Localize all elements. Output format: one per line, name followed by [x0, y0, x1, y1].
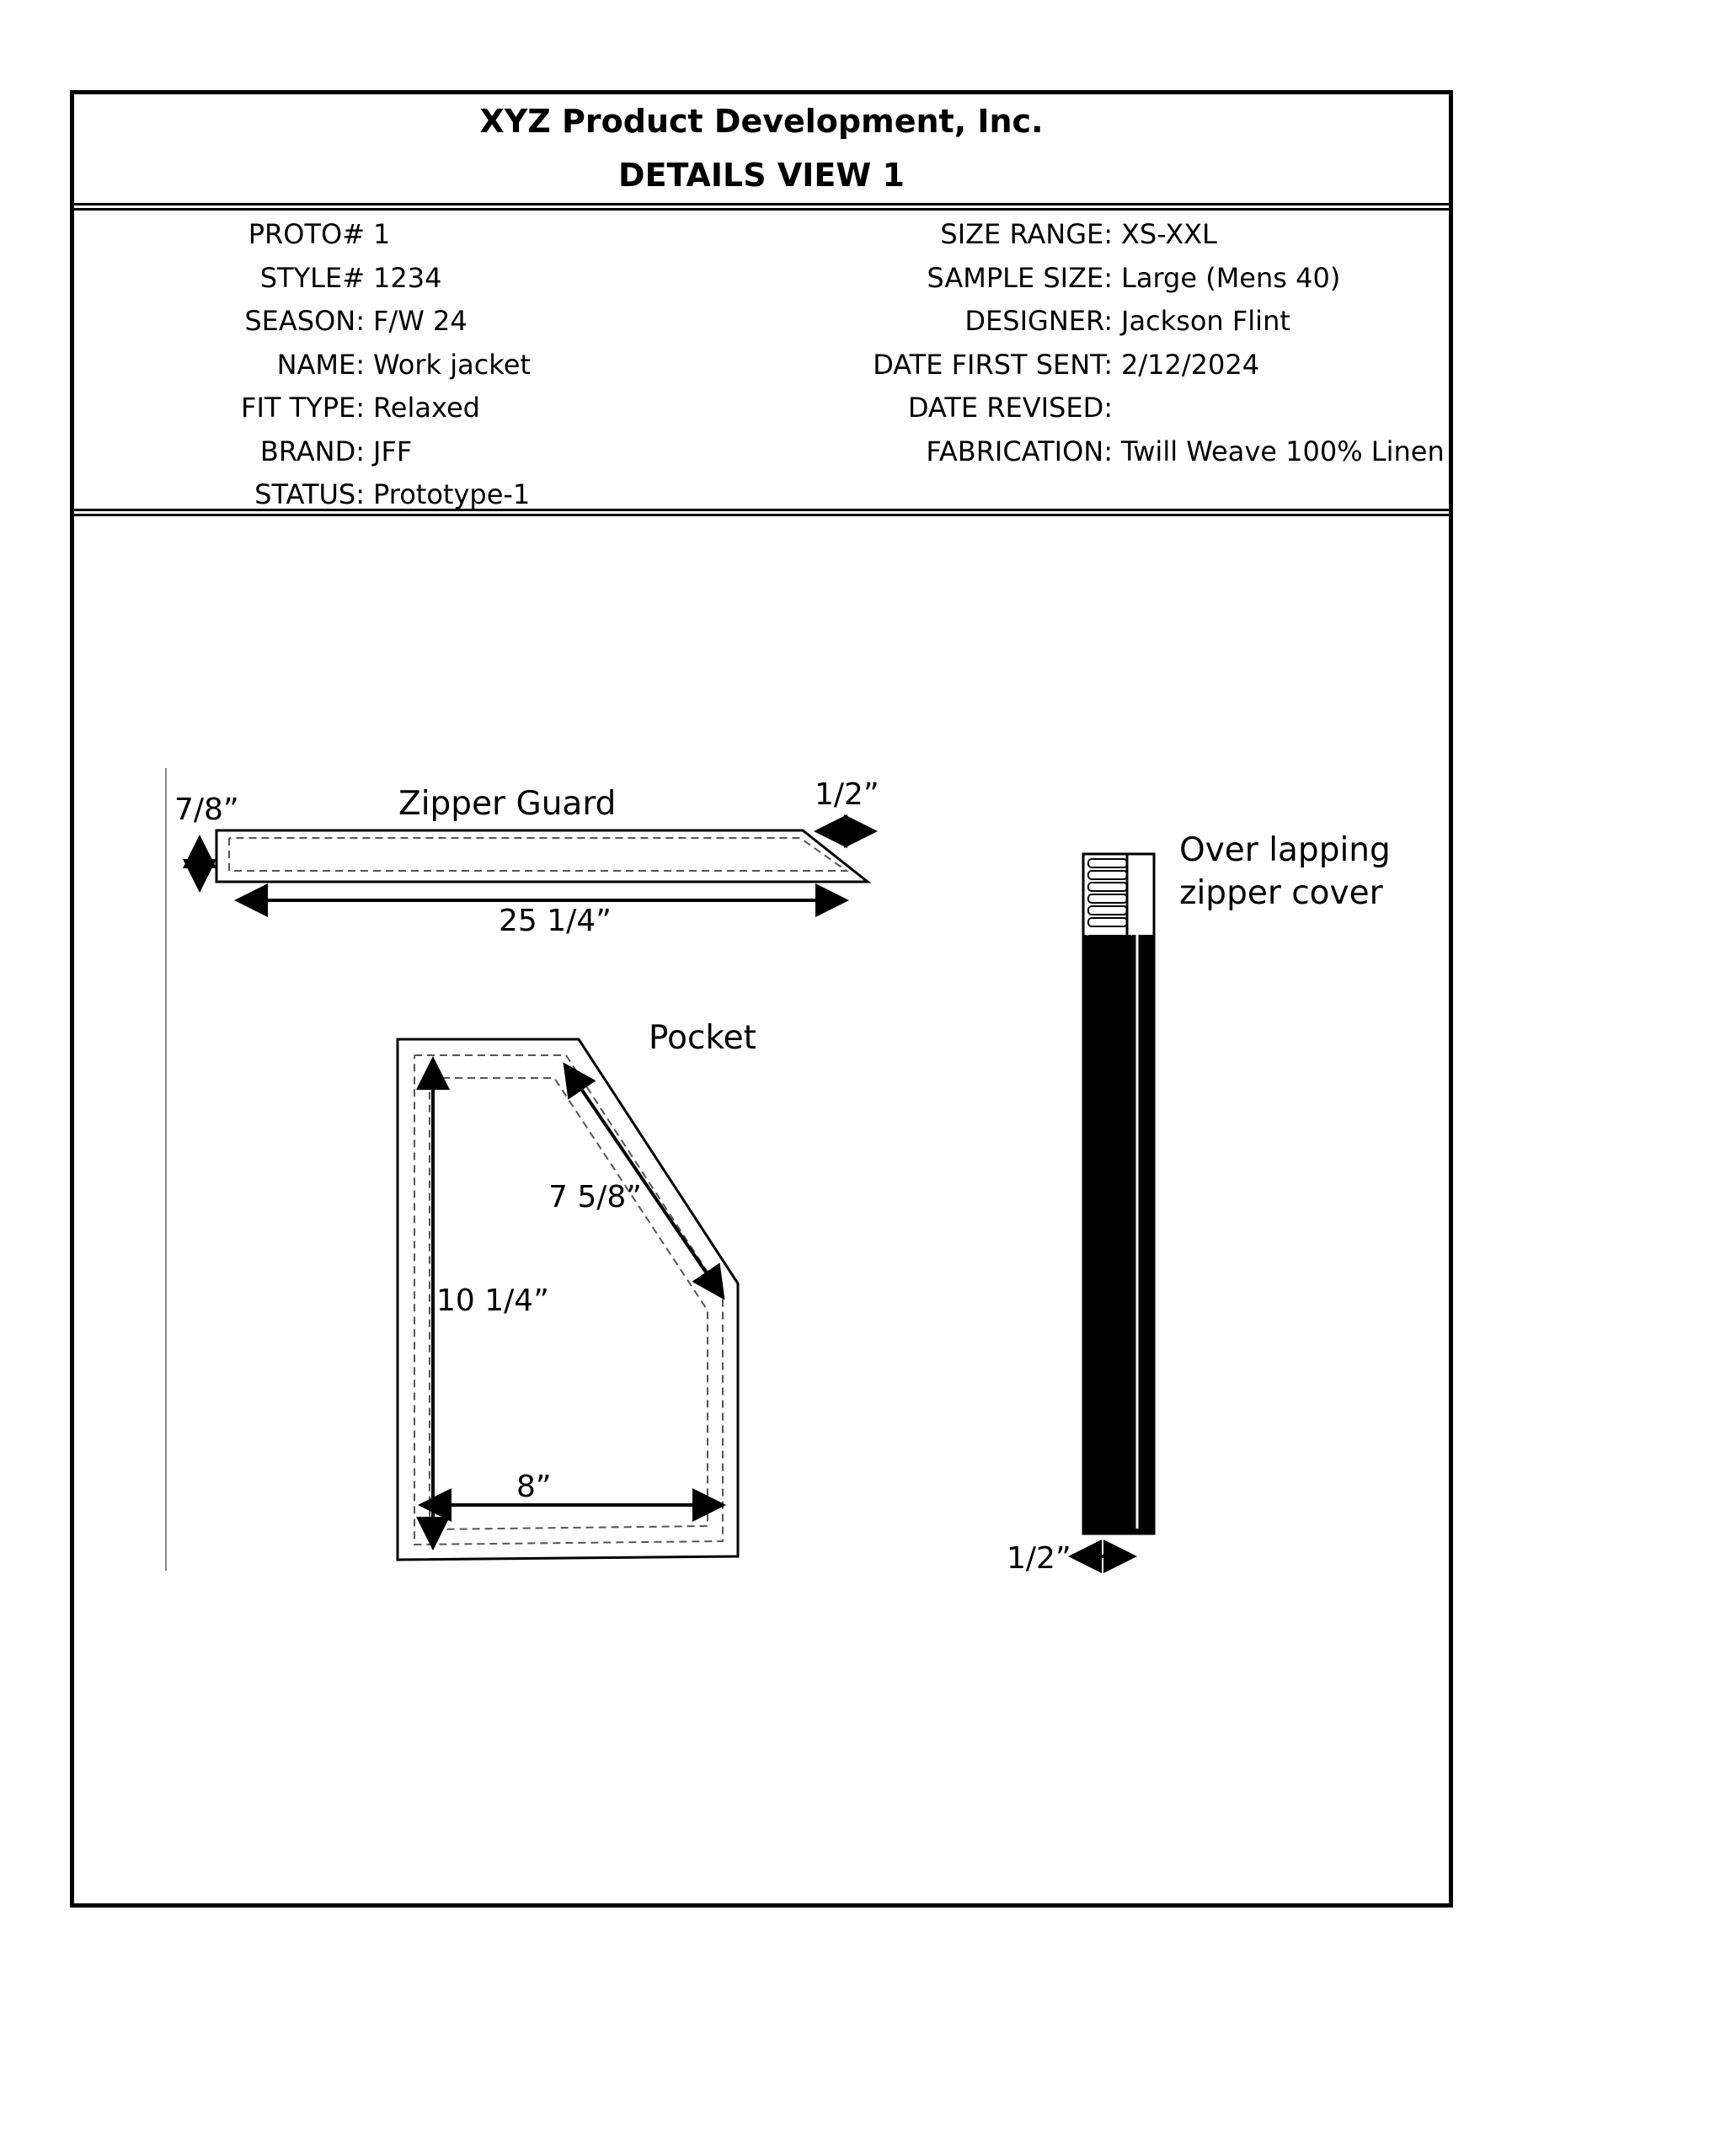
info-label: DATE REVISED: [907, 392, 1113, 424]
zipper-guard-height-label: 7/8” [174, 792, 239, 827]
info-label: NAME: [276, 349, 365, 381]
info-label: FIT TYPE: [241, 392, 365, 424]
info-value: F/W 24 [373, 305, 467, 337]
info-value: XS-XXL [1121, 218, 1217, 250]
pocket-diagonal-label: 7 5/8” [548, 1180, 642, 1214]
zipper-guard-length-label: 25 1/4” [499, 904, 612, 938]
info-label: BRAND: [259, 435, 365, 467]
info-label: STYLE# [259, 262, 365, 294]
info-label: FABRICATION: [926, 435, 1113, 467]
info-value: Work jacket [373, 349, 531, 381]
zipper-guard-label: Zipper Guard [398, 785, 617, 823]
pocket-width-label: 8” [516, 1470, 552, 1504]
info-label: DATE FIRST SENT: [873, 349, 1113, 381]
info-value: Relaxed [373, 392, 480, 424]
zipper-cover-fill [1083, 935, 1154, 1534]
zipper-guard-stitch [229, 838, 847, 871]
zipper-guard [174, 777, 879, 938]
zipper-cover-label-2: zipper cover [1179, 874, 1383, 912]
info-value: Twill Weave 100% Linen [1121, 435, 1445, 467]
info-label: STATUS: [254, 478, 365, 510]
company-name: XYZ Product Development, Inc. [479, 103, 1044, 140]
info-value: Large (Mens 40) [1121, 262, 1341, 294]
info-value: 2/12/2024 [1121, 349, 1260, 381]
info-value: JFF [373, 435, 413, 467]
zipper-guard-end-label: 1/2” [815, 777, 879, 812]
pocket-label: Pocket [649, 1019, 756, 1057]
pocket [398, 1019, 756, 1560]
pocket-height-label: 10 1/4” [436, 1283, 549, 1318]
view-title: DETAILS VIEW 1 [618, 157, 905, 194]
info-value: Prototype-1 [373, 478, 531, 510]
info-value: 1234 [373, 262, 442, 294]
zipper-cover-label-1: Over lapping [1179, 831, 1391, 869]
info-label: SAMPLE SIZE: [927, 262, 1113, 294]
info-label: DESIGNER: [964, 305, 1113, 337]
info-value: 1 [373, 218, 391, 250]
info-value: Jackson Flint [1121, 305, 1290, 337]
zipper-cover [1007, 831, 1391, 1576]
info-label: SIZE RANGE: [940, 218, 1113, 250]
info-label: PROTO# [248, 218, 365, 250]
zipper-cover-width-label: 1/2” [1007, 1541, 1071, 1576]
info-label: SEASON: [244, 305, 365, 337]
